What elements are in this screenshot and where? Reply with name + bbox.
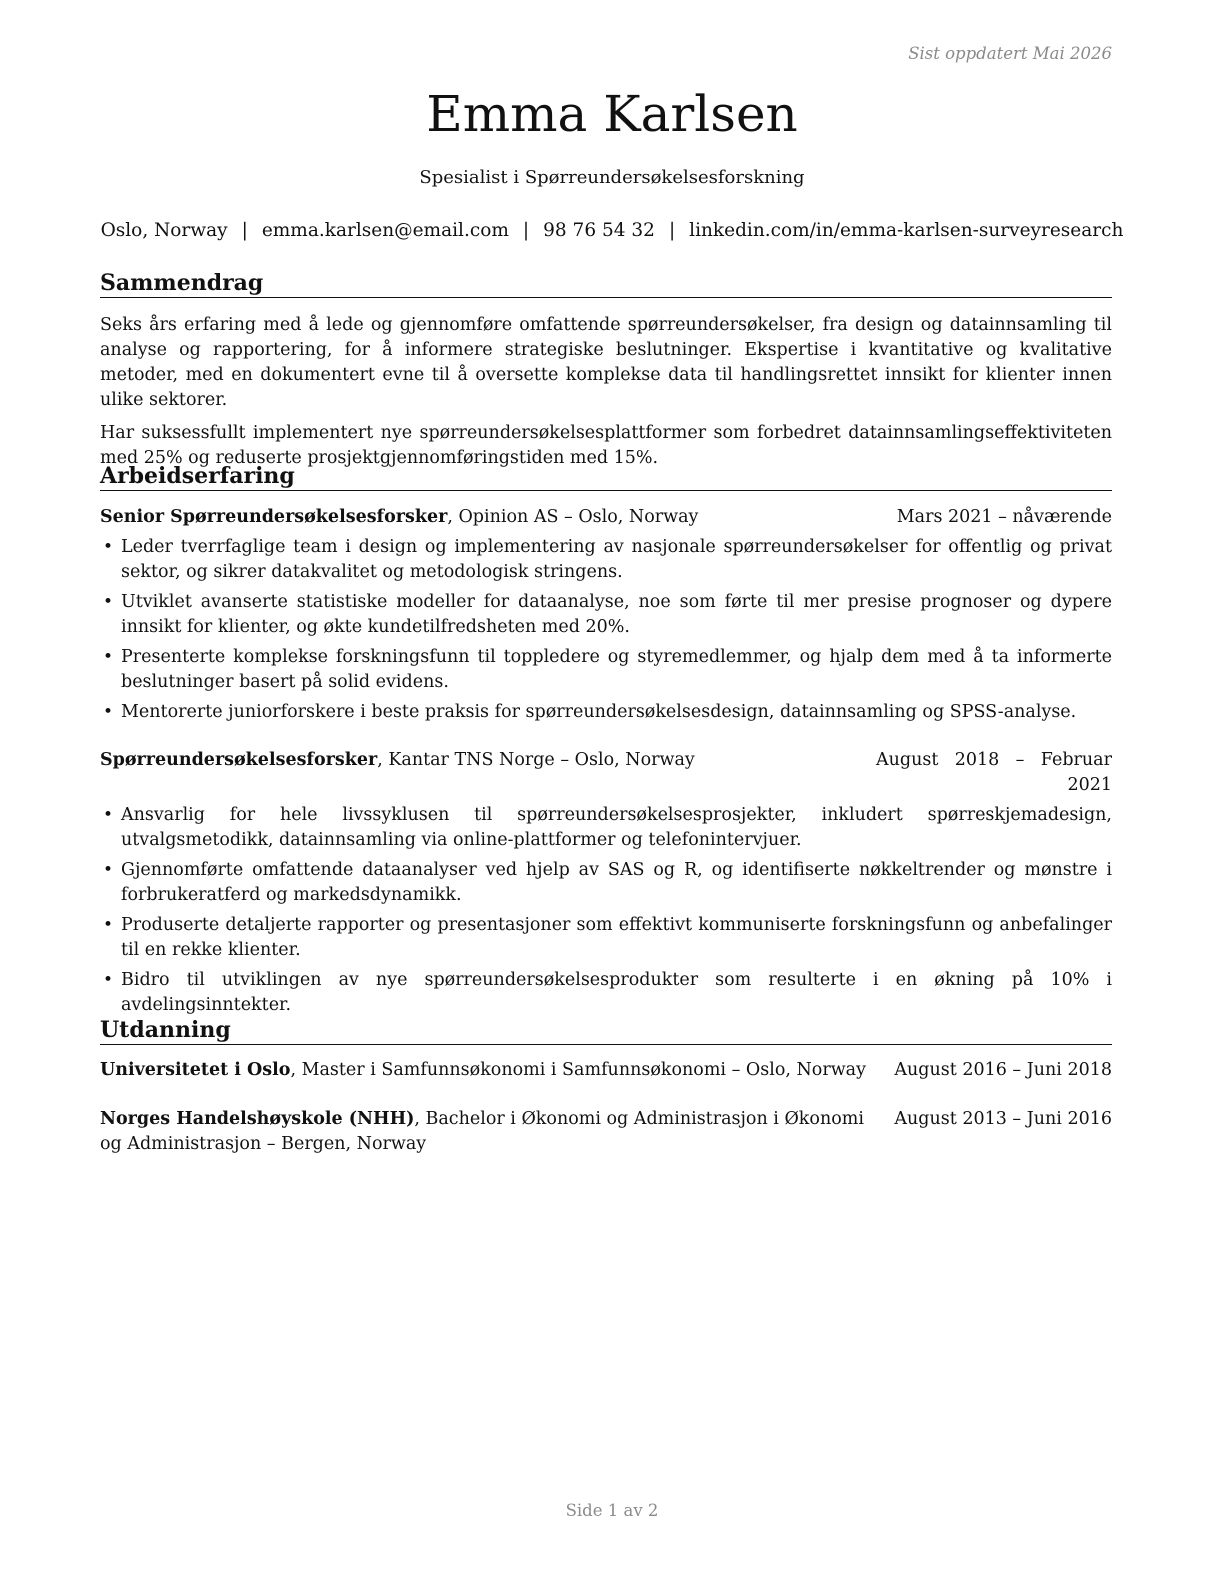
bullet-icon: •: [103, 805, 114, 826]
contact-location: Oslo, Norway: [100, 220, 228, 241]
education-entry: [100, 1058, 1112, 1083]
job-header: [100, 505, 1112, 530]
section-heading-summary: Sammendrag: [100, 270, 1112, 298]
education-entry: [100, 1107, 1112, 1157]
candidate-title: Spesialist i Spørreundersøkelsesforskning: [419, 167, 805, 188]
job-company: , Opinion AS – Oslo, Norway: [447, 507, 699, 528]
job-dates: Mars 2021 – nåværende: [896, 507, 1112, 528]
education-section: [100, 1017, 1112, 1157]
education-dates: August 2016 – Juni 2018: [894, 1060, 1112, 1081]
list-item: • Mentorerte juniorforskere i beste praksis for spørreundersøkelsesdesign, datainnsamling og SPSS-analyse.: [100, 700, 1112, 725]
job-entry: [100, 505, 1112, 725]
job-title-line: [100, 748, 876, 773]
candidate-name: Emma Karlsen: [426, 85, 798, 143]
bullet-icon: •: [103, 537, 114, 558]
education-detail: , Bachelor i Økonomi og Administrasjon i Økonomi og Administrasjon – Bergen, Norway: [100, 1109, 864, 1155]
education-detail: , Master i Samfunnsøkonomi i Samfunnsøkonomi – Oslo, Norway: [290, 1060, 866, 1081]
job-role: Spørreundersøkelsesforsker: [100, 750, 378, 771]
contact-phone: 98 76 54 32: [543, 220, 655, 241]
contact-email[interactable]: emma.karlsen@email.com: [261, 220, 509, 241]
list-item: • Utviklet avanserte statistiske modeller for dataanalyse, noe som førte til mer presise prognoser og dypere innsikt for klienter, og økte kundetilfredsheten med 20%.: [103, 592, 1112, 638]
summary-paragraph: Har suksessfullt implementert nye spørreundersøkelsesplattformer som forbedret datainnsamlingseffektiviteten med 25% og reduserte prosjektgjennomføringstiden med 15%.: [100, 423, 1112, 469]
list-item: • Presenterte komplekse forskningsfunn til toppledere og styremedlemmer, og hjalp dem med å ta informerte beslutninger basert på solid evidens.: [103, 647, 1112, 693]
contact-line: [0, 220, 1224, 241]
education-text: [100, 1058, 874, 1083]
contact-separator: |: [522, 220, 530, 241]
summary-section: [100, 270, 1112, 471]
bullet-icon: •: [103, 647, 114, 668]
job-title-line: [100, 505, 897, 530]
job-header: [100, 748, 1112, 798]
list-item: • Leder tverrfaglige team i design og implementering av nasjonale spørreundersøkelser for offentlig og privat sektor, og sikrer datakvalitet og metodologisk stringens.: [103, 537, 1112, 583]
job-dates: August 2018 – Februar 2021: [876, 750, 1112, 796]
last-updated: Sist oppdatert Mai 2026: [908, 44, 1112, 63]
section-heading-education: Utdanning: [100, 1017, 1112, 1045]
list-item: • Ansvarlig for hele livssyklusen til spørreundersøkelsesprosjekter, inkludert spørreskjemadesign, utvalgsmetodikk, datainnsamling via online-plattformer og telefonintervjuer.: [103, 805, 1112, 851]
education-dates: August 2013 – Juni 2016: [894, 1109, 1112, 1130]
list-item: • Gjennomførte omfattende dataanalyser ved hjelp av SAS og R, og identifiserte nøkkeltrender og mønstre i forbrukeratferd og markedsdynamikk.: [103, 860, 1112, 906]
section-heading-experience: Arbeidserfaring: [100, 463, 1112, 491]
job-bullets: [100, 803, 1112, 1018]
list-item: • Produserte detaljerte rapporter og presentasjoner som effektivt kommuniserte forskningsfunn og anbefalinger til en rekke klienter.: [103, 915, 1112, 961]
education-school: Norges Handelshøyskole (NHH): [100, 1109, 415, 1130]
bullet-icon: •: [103, 702, 114, 723]
job-role: Senior Spørreundersøkelsesforsker: [100, 507, 448, 528]
contact-separator: |: [668, 220, 676, 241]
job-entry: [100, 748, 1112, 1018]
contact-separator: |: [241, 220, 248, 241]
summary-paragraph: Seks års erfaring med å lede og gjennomføre omfattende spørreundersøkelser, fra design og datainnsamling til analyse og rapportering, for å informere strategiske beslutninger. Ekspertise i kvantitative og kvalitative metoder, med en dokumentert evne til å oversette komplekse data til handlingsrettet innsikt for klienter innen ulike sektorer.: [100, 315, 1112, 411]
job-bullets: [100, 535, 1112, 725]
list-item: • Bidro til utviklingen av nye spørreundersøkelsesprodukter som resulterte i en økning på 10% i avdelingsinntekter.: [103, 970, 1112, 1016]
education-school: Universitetet i Oslo: [100, 1060, 291, 1081]
experience-section: [100, 463, 1112, 1023]
page-number: Side 1 av 2: [565, 1501, 659, 1520]
bullet-icon: •: [103, 860, 114, 881]
bullet-icon: •: [103, 592, 114, 613]
bullet-icon: •: [103, 970, 114, 991]
education-text: [100, 1107, 874, 1157]
job-company: , Kantar TNS Norge – Oslo, Norway: [377, 750, 695, 771]
bullet-icon: •: [103, 915, 114, 936]
contact-linkedin[interactable]: linkedin.com/in/emma-karlsen-surveyresearch: [689, 220, 1124, 241]
